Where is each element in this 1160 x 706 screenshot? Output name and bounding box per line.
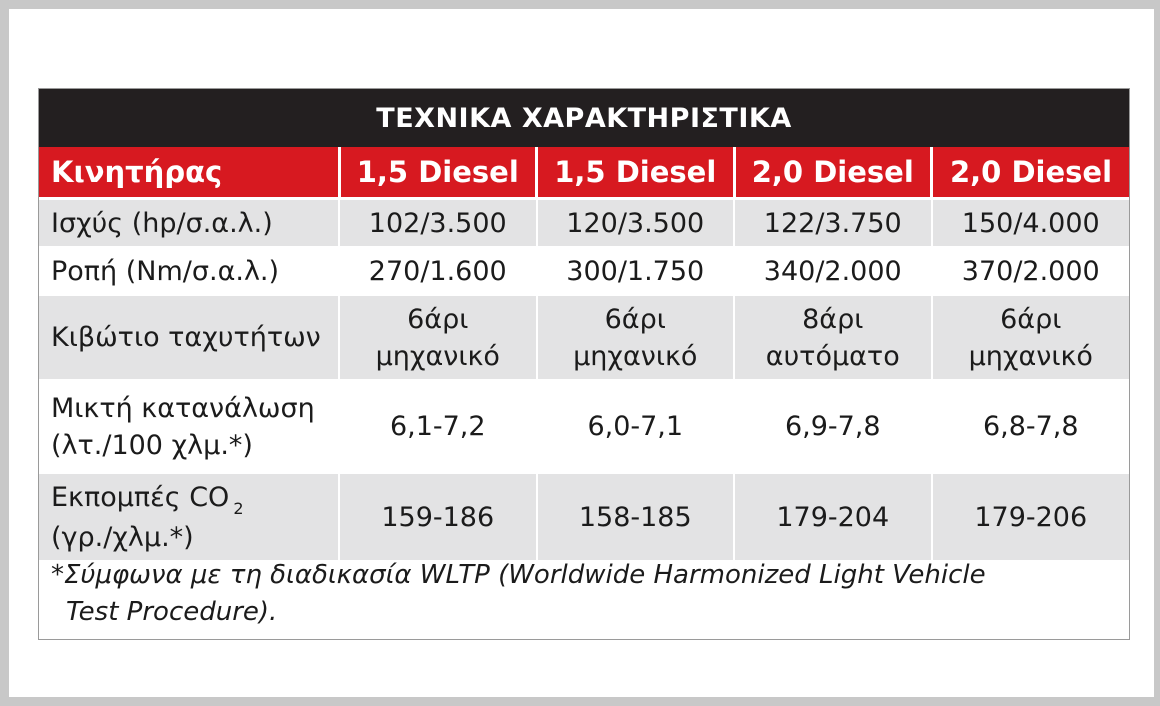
cell-line: μηχανικό — [573, 340, 698, 372]
row-gearbox — [39, 295, 1129, 380]
row-label: Κιβώτιο ταχυτήτων — [39, 295, 339, 380]
table-cell — [537, 295, 735, 380]
row-label — [39, 380, 339, 473]
engine-header: 1,5 Diesel — [537, 147, 735, 199]
cell-line: 6άρι — [1000, 303, 1062, 335]
row-emissions — [39, 473, 1129, 561]
footnote-asterisk: * — [51, 560, 64, 590]
table-cell: 6,0-7,1 — [537, 380, 735, 473]
table-cell — [932, 295, 1130, 380]
subscript: 2 — [233, 498, 244, 518]
header-row — [39, 147, 1129, 199]
row-power — [39, 199, 1129, 248]
cell-line: αυτόματο — [765, 340, 900, 372]
table-cell: 159-186 — [339, 473, 537, 561]
table-cell: 102/3.500 — [339, 199, 537, 248]
label-line: (λτ./100 χλμ.*) — [51, 429, 253, 461]
table-cell — [339, 295, 537, 380]
table-cell: 158-185 — [537, 473, 735, 561]
table-cell: 179-206 — [932, 473, 1130, 561]
engine-header: 2,0 Diesel — [932, 147, 1130, 199]
label-line: Εκπομπές CO — [51, 481, 230, 513]
table-cell: 179-204 — [734, 473, 932, 561]
footnote — [51, 557, 1111, 631]
table-cell: 150/4.000 — [932, 199, 1130, 248]
engine-header: 1,5 Diesel — [339, 147, 537, 199]
specs-table — [39, 147, 1129, 562]
table-cell: 122/3.750 — [734, 199, 932, 248]
footnote-line1: Σύμφωνα με τη διαδικασία WLTP (Worldwide Harmonized Light Vehicle — [64, 560, 986, 590]
table-title: ΤΕΧΝΙΚΑ ΧΑΡΑΚΤΗΡΙΣΤΙΚΑ — [39, 89, 1129, 147]
table-cell: 370/2.000 — [932, 247, 1130, 295]
table-cell: 270/1.600 — [339, 247, 537, 295]
table-cell — [734, 295, 932, 380]
row-torque — [39, 247, 1129, 295]
row-label: Ροπή (Nm/σ.α.λ.) — [39, 247, 339, 295]
row-label — [39, 473, 339, 561]
table-cell: 6,9-7,8 — [734, 380, 932, 473]
table-cell: 6,1-7,2 — [339, 380, 537, 473]
cell-line: 6άρι — [407, 303, 469, 335]
header-label: Κινητήρας — [39, 147, 339, 199]
specs-card — [38, 88, 1130, 640]
table-cell: 120/3.500 — [537, 199, 735, 248]
table-cell: 340/2.000 — [734, 247, 932, 295]
row-consumption — [39, 380, 1129, 473]
label-line: (γρ./χλμ.*) — [51, 521, 194, 553]
cell-line: μηχανικό — [375, 340, 500, 372]
cell-line: μηχανικό — [968, 340, 1093, 372]
label-line: Μικτή κατανάλωση — [51, 392, 315, 424]
row-label: Ισχύς (hp/σ.α.λ.) — [39, 199, 339, 248]
cell-line: 6άρι — [604, 303, 666, 335]
table-cell: 300/1.750 — [537, 247, 735, 295]
footnote-line2: Test Procedure). — [66, 597, 278, 627]
cell-line: 8άρι — [802, 303, 864, 335]
engine-header: 2,0 Diesel — [734, 147, 932, 199]
table-cell: 6,8-7,8 — [932, 380, 1130, 473]
